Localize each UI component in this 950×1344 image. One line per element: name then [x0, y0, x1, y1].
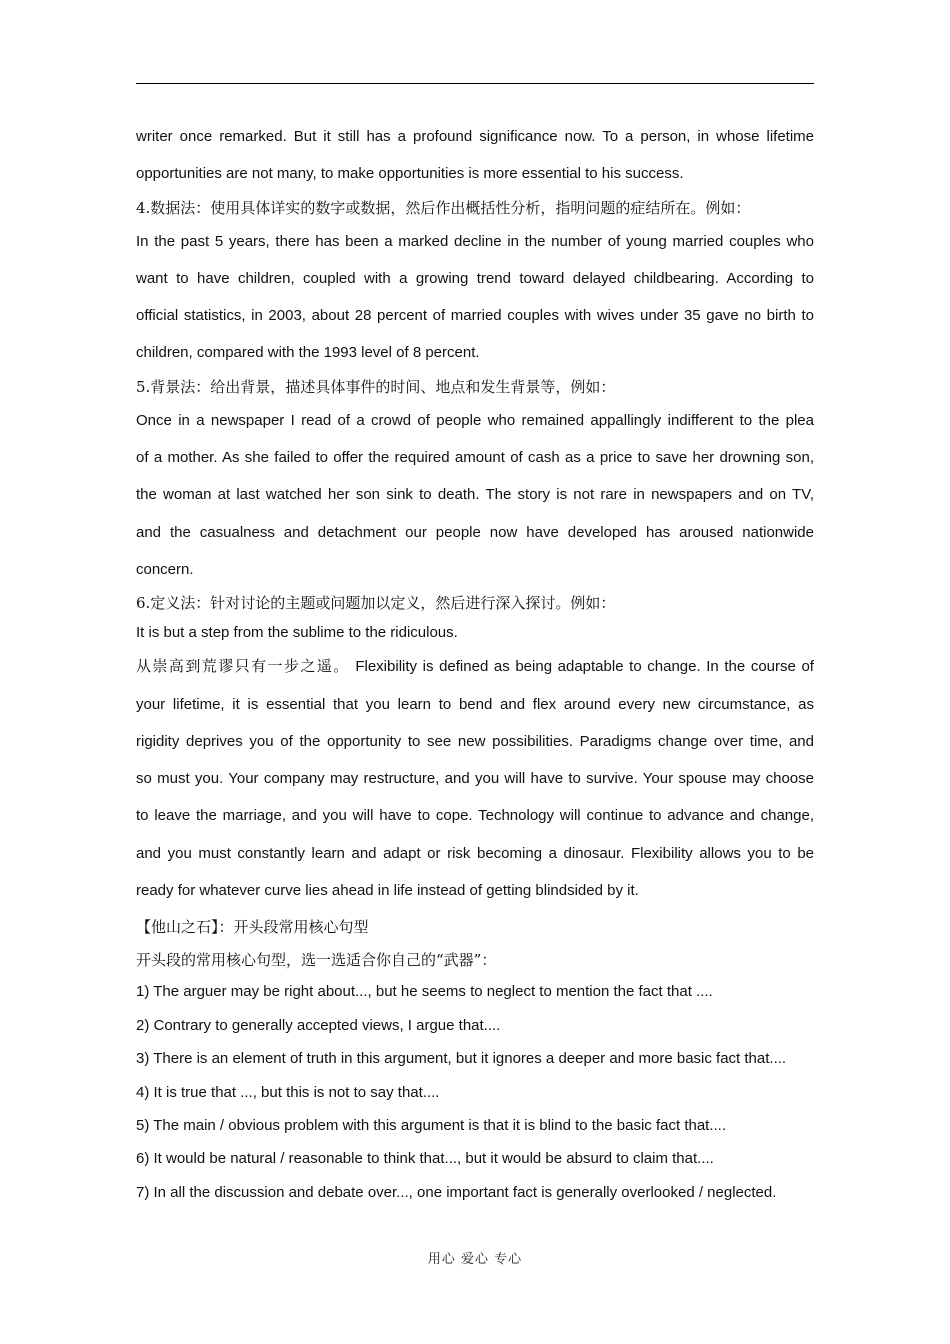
paragraph-line: your lifetime, it is essential that you learn to bend and flex around every new circumstance, as — [136, 695, 814, 713]
paragraph-line: want to have children, coupled with a growing trend toward delayed childbearing. According to — [136, 269, 814, 287]
paragraph-line: so must you. Your company may restructure, and you will have to survive. Your spouse may choose — [136, 770, 814, 788]
list-item: 4) It is true that ..., but this is not to say that.... — [136, 1083, 440, 1101]
paragraph-line: official statistics, in 2003, about 28 percent of married couples with wives under 35 gave no birth to — [136, 307, 814, 325]
list-item: 1) The arguer may be right about..., but he seems to neglect to mention the fact that .... — [136, 983, 713, 1001]
section-heading-4: 4.数据法：使用具体详实的数字或数据，然后作出概括性分析，指明问题的症结所在。例如： — [136, 198, 751, 217]
list-item: 3) There is an element of truth in this argument, but it ignores a deeper and more basic fact that.... — [136, 1050, 787, 1068]
page-footer: 用心 爱心 专心 — [427, 1252, 523, 1267]
paragraph-line: Once in a newspaper I read of a crowd of people who remained appallingly indifferent to the plea — [136, 411, 814, 429]
section-heading-reference: 【他山之石】：开头段常用核心句型 — [136, 918, 369, 937]
paragraph-line: In the past 5 years, there has been a marked decline in the number of young married couples who — [136, 232, 814, 250]
chinese-translation: 从崇高到荒谬只有一步之遥。 — [136, 657, 350, 676]
paragraph-text: Flexibility is defined as being adaptable to change. In the course of — [355, 658, 814, 676]
paragraph-line: children, compared with the 1993 level of 8 percent. — [136, 344, 480, 362]
list-item: 2) Contrary to generally accepted views, I argue that.... — [136, 1016, 501, 1034]
sentence-pattern-list — [136, 975, 814, 1209]
paragraph-line — [136, 648, 814, 685]
section-heading-6: 6.定义法：针对讨论的主题或问题加以定义，然后进行深入探讨。例如： — [136, 594, 616, 613]
list-item: 7) In all the discussion and debate over..., one important fact is generally overlooked / neglected. — [136, 1183, 777, 1201]
document-body — [136, 118, 814, 1209]
list-item: 6) It would be natural / reasonable to think that..., but it would be absurd to claim that.... — [136, 1150, 714, 1168]
paragraph-line: opportunities are not many, to make opportunities is more essential to his success. — [136, 165, 684, 183]
paragraph-line: writer once remarked. But it still has a profound significance now. To a person, in whose lifetime — [136, 128, 814, 145]
paragraph-line: ready for whatever curve lies ahead in life instead of getting blindsided by it. — [136, 882, 639, 900]
paragraph-line: the woman at last watched her son sink to death. The story is not rare in newspapers and on TV, — [136, 486, 814, 504]
paragraph-line: rigidity deprives you of the opportunity to see new possibilities. Paradigms change over time, and — [136, 732, 814, 750]
list-item: 5) The main / obvious problem with this argument is that it is blind to the basic fact that.... — [136, 1116, 727, 1134]
paragraph-line: concern. — [136, 560, 194, 578]
paragraph-line: of a mother. As she failed to offer the required amount of cash as a price to save her drowning son, — [136, 449, 814, 467]
paragraph-line: and you must constantly learn and adapt or risk becoming a dinosaur. Flexibility allows you to be — [136, 844, 814, 862]
header-rule — [136, 83, 814, 84]
quote-line: It is but a step from the sublime to the ridiculous. — [136, 624, 458, 642]
paragraph-line: and the casualness and detachment our people now have developed has aroused nationwide — [136, 523, 814, 541]
paragraph-line: to leave the marriage, and you will have to cope. Technology will continue to advance and change, — [136, 807, 814, 825]
section-subheading: 开头段的常用核心句型，选一选适合你自己的“武器”： — [136, 951, 497, 970]
section-heading-5: 5.背景法：给出背景，描述具体事件的时间、地点和发生背景等，例如： — [136, 377, 616, 396]
